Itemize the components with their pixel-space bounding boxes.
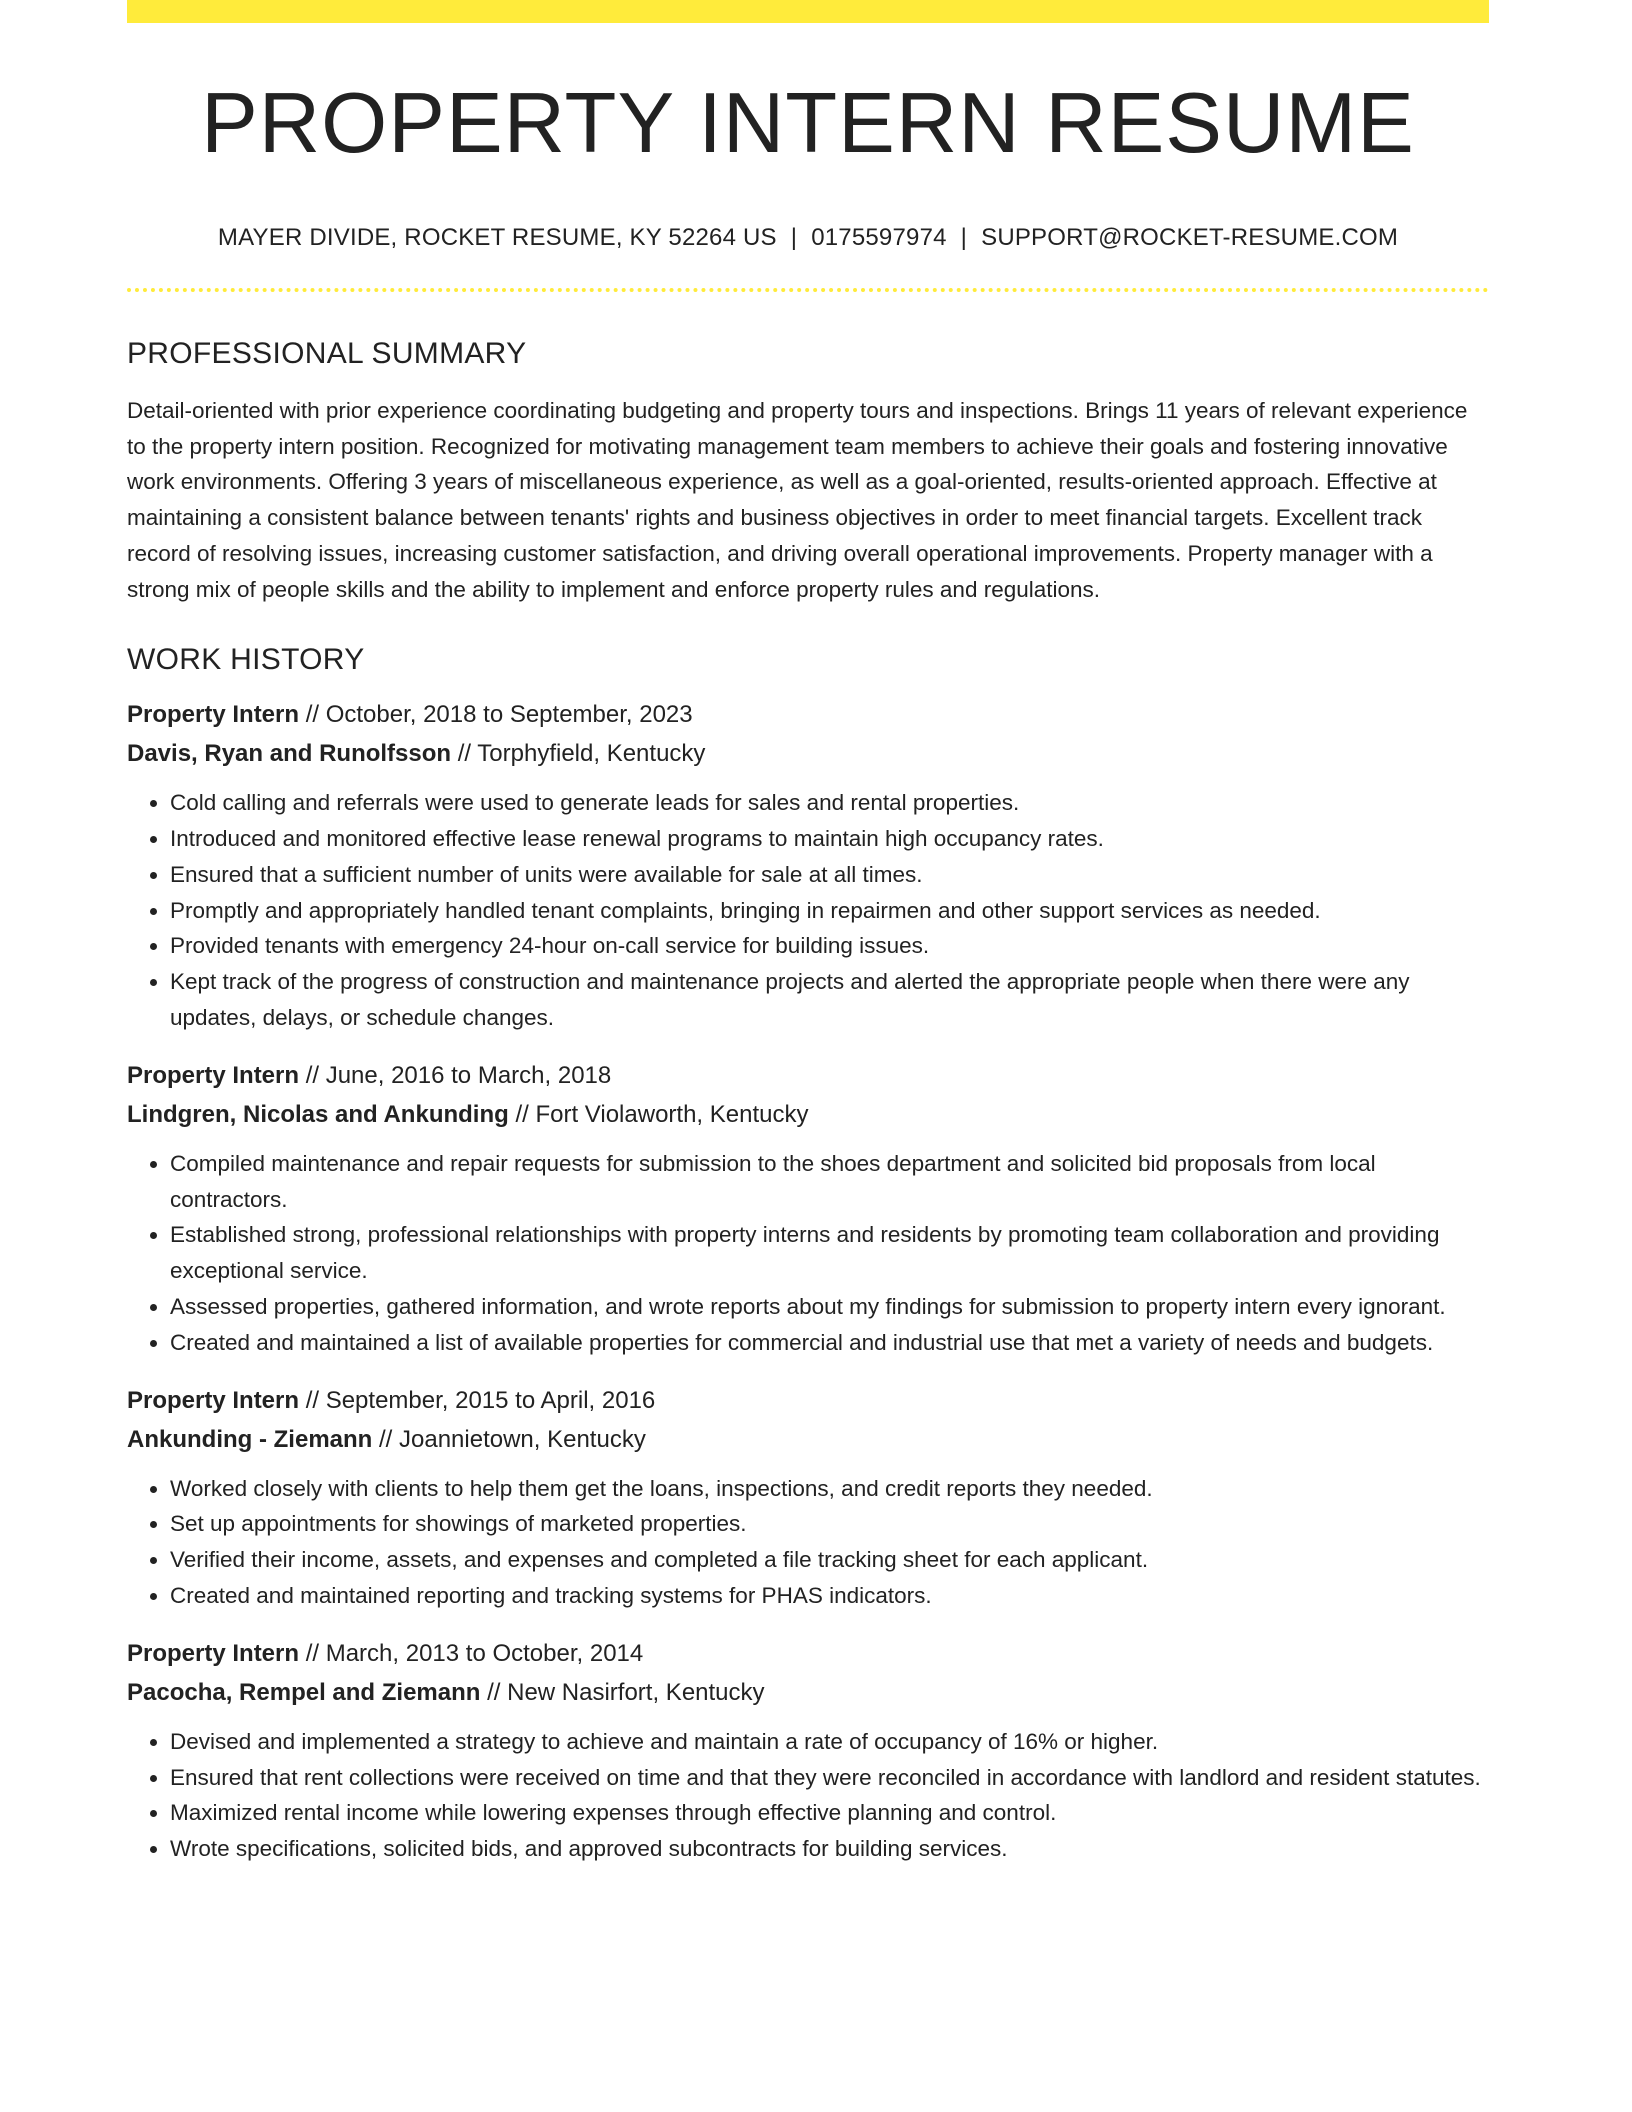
duty-item: • Verified their income, assets, and expenses and completed a file tracking sheet for each applicant.: [170, 1542, 1489, 1578]
job-dates: // March, 2013 to October, 2014: [299, 1639, 644, 1667]
job-entry: [127, 695, 1489, 1036]
duty-item: • Worked closely with clients to help them get the loans, inspections, and credit reports they needed.: [170, 1471, 1489, 1507]
duty-item: • Maximized rental income while lowering expenses through effective planning and control.: [170, 1795, 1489, 1831]
duty-item: • Set up appointments for showings of marketed properties.: [170, 1506, 1489, 1542]
job-location: // Joannietown, Kentucky: [372, 1425, 646, 1453]
duty-item: • Introduced and monitored effective lease renewal programs to maintain high occupancy rates.: [170, 821, 1489, 857]
contact-address: MAYER DIVIDE, ROCKET RESUME, KY 52264 US: [217, 224, 777, 251]
resume-title: PROPERTY INTERN RESUME: [201, 76, 1415, 171]
job-title: Property Intern: [127, 701, 300, 729]
duty-item: • Provided tenants with emergency 24-hour on-call service for building issues.: [170, 928, 1489, 964]
job-company-line: [127, 1095, 1489, 1134]
job-location: // Fort Violaworth, Kentucky: [508, 1100, 809, 1128]
contact-line: [127, 226, 1489, 250]
resume-page: [127, 0, 1489, 1867]
duty-item: • Cold calling and referrals were used to generate leads for sales and rental properties.: [170, 785, 1489, 821]
work-history-list: [127, 695, 1489, 1867]
job-title-line: [127, 1381, 1489, 1420]
contact-separator: |: [790, 224, 798, 251]
contact-phone: 0175597974: [811, 224, 947, 251]
duty-item: • Ensured that a sufficient number of units were available for sale at all times.: [170, 857, 1489, 893]
duty-item: • Assessed properties, gathered information, and wrote reports about my findings for submission to property intern every ignorant.: [170, 1289, 1489, 1325]
duty-item: • Kept track of the progress of construction and maintenance projects and alerted the appropriate people when there were any updates, delays, or schedule changes.: [170, 964, 1489, 1036]
job-title: Property Intern: [127, 1386, 300, 1414]
job-company: Pacocha, Rempel and Ziemann: [127, 1678, 481, 1706]
job-location: // Torphyfield, Kentucky: [451, 740, 706, 768]
job-title: Property Intern: [127, 1639, 300, 1667]
job-title-line: [127, 1634, 1489, 1673]
duty-item: • Ensured that rent collections were received on time and that they were reconciled in accordance with landlord and resident statutes.: [170, 1760, 1489, 1796]
job-company: Lindgren, Nicolas and Ankunding: [127, 1100, 509, 1128]
job-entry: [127, 1634, 1489, 1867]
job-location: // New Nasirfort, Kentucky: [480, 1678, 765, 1706]
job-duties-list: [127, 1471, 1489, 1614]
job-entry: [127, 1381, 1489, 1614]
job-duties-list: [127, 1724, 1489, 1867]
dotted-divider: [127, 288, 1489, 292]
job-dates: // September, 2015 to April, 2016: [299, 1386, 656, 1414]
work-history-heading: WORK HISTORY: [127, 643, 365, 677]
contact-email[interactable]: SUPPORT@ROCKET-RESUME.COM: [981, 224, 1399, 251]
job-title-line: [127, 695, 1489, 734]
duty-item: • Created and maintained a list of available properties for commercial and industrial use that met a variety of needs and budgets.: [170, 1325, 1489, 1361]
summary-heading: PROFESSIONAL SUMMARY: [127, 337, 527, 370]
job-entry: [127, 1056, 1489, 1361]
job-dates: // October, 2018 to September, 2023: [299, 701, 693, 729]
job-company: Ankunding - Ziemann: [127, 1425, 373, 1453]
job-company: Davis, Ryan and Runolfsson: [127, 740, 452, 768]
duty-item: • Compiled maintenance and repair requests for submission to the shoes department and solicited bid proposals from local contractors.: [170, 1146, 1489, 1218]
top-accent-bar: [127, 0, 1489, 23]
duty-item: • Devised and implemented a strategy to achieve and maintain a rate of occupancy of 16% or higher.: [170, 1724, 1489, 1760]
duty-item: • Wrote specifications, solicited bids, and approved subcontracts for building services.: [170, 1831, 1489, 1867]
job-title-line: [127, 1056, 1489, 1095]
job-company-line: [127, 734, 1489, 773]
summary-text: Detail-oriented with prior experience coordinating budgeting and property tours and inspections. Brings 11 years of relevant experience to the property intern position. Recognized for motivating management team members to achieve their goals and fostering innovative work environments. Offering 3 years of miscellaneous experience, as well as a goal-oriented, results-oriented approach. Effective at maintaining a consistent balance between tenants' rights and business objectives in order to meet financial targets. Excellent track record of resolving issues, increasing customer satisfaction, and driving overall operational improvements. Property manager with a strong mix of people skills and the ability to implement and enforce property rules and regulations.: [127, 398, 1468, 602]
contact-separator: |: [960, 224, 968, 251]
duty-item: • Established strong, professional relationships with property interns and residents by promoting team collaboration and providing exceptional service.: [170, 1217, 1489, 1289]
job-dates: // June, 2016 to March, 2018: [299, 1061, 612, 1089]
job-duties-list: [127, 1146, 1489, 1361]
job-title: Property Intern: [127, 1061, 300, 1089]
job-company-line: [127, 1673, 1489, 1712]
duty-item: • Created and maintained reporting and tracking systems for PHAS indicators.: [170, 1578, 1489, 1614]
duty-item: • Promptly and appropriately handled tenant complaints, bringing in repairmen and other support services as needed.: [170, 893, 1489, 929]
job-duties-list: [127, 785, 1489, 1036]
job-company-line: [127, 1420, 1489, 1459]
